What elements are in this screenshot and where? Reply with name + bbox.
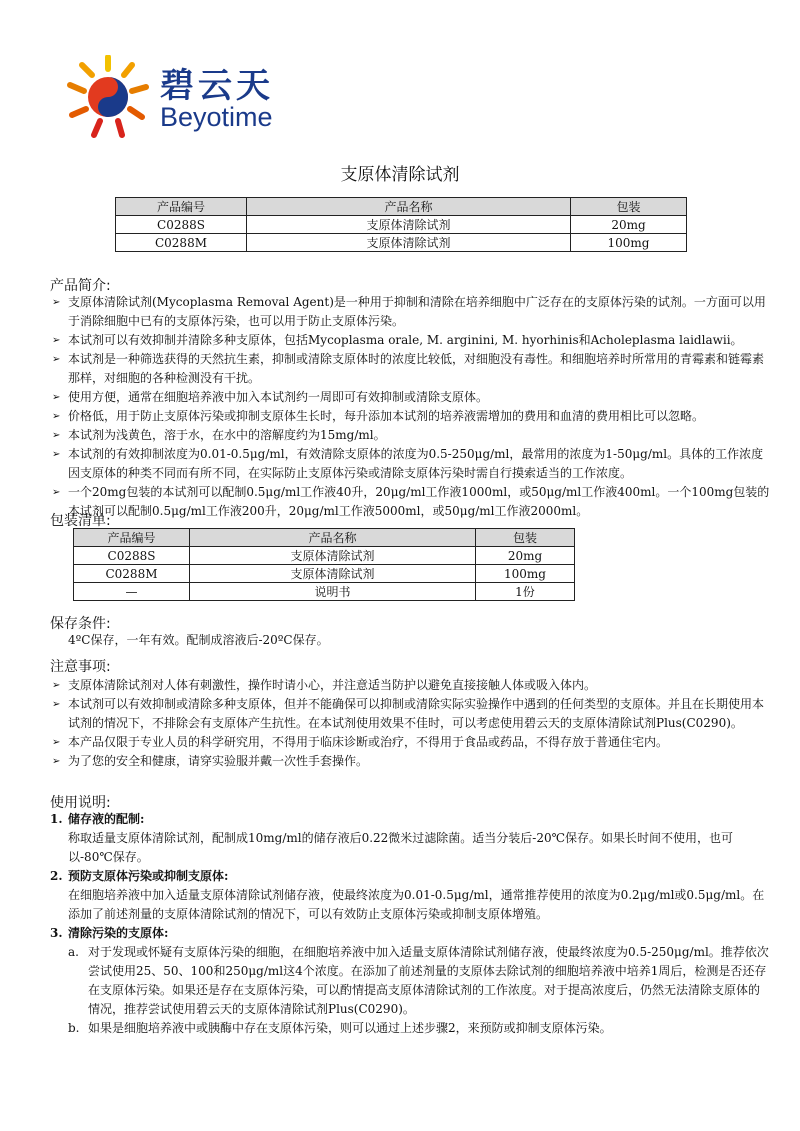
item-text: 价格低，用于防止支原体污染或抑制支原体生长时，每升添加本试剂的培养液需增加的费用和血清的费用相比可以忽略。	[68, 409, 705, 423]
item-text: 一个20mg包装的本试剂可以配制0.5μg/ml工作液40升，20μg/ml工作液1000ml，或50μg/ml工作液400ml。一个100mg包装的本试剂可以配制0.5μg/ml工作液200升，20μg/ml工作液5000ml，或50μg/ml工作液2000ml。	[68, 485, 770, 518]
item-text: 本试剂可以有效抑制并清除多种支原体，包括Mycoplasma orale, M. arginini, M. hyorhinis和Acholeplasma laidlawii。	[68, 333, 743, 347]
list-item	[50, 695, 770, 733]
step-title-text: 储存液的配制:	[68, 812, 145, 826]
sub-step-text: 如果是细胞培养液中或胰酶中存在支原体污染，则可以通过上述步骤2，来预防或抑制支原体污染。	[88, 1021, 612, 1035]
bullet-arrow-icon: ➢	[52, 699, 61, 710]
header-name: 产品名称	[190, 529, 476, 547]
logo-english: Beyotime	[160, 102, 273, 132]
step-title	[50, 924, 770, 943]
step-text: 称取适量支原体清除试剂，配制成10mg/ml的储存液后0.22微米过滤除菌。适当分装后-20℃保存。如果长时间不使用，也可以-80℃保存。	[68, 831, 734, 864]
step-title	[50, 867, 770, 886]
cell: 20mg	[571, 216, 687, 234]
list-item	[50, 388, 770, 407]
section-heading-notes: 注意事项:	[50, 659, 111, 675]
intro-list	[50, 293, 770, 521]
cell: —	[74, 583, 190, 601]
step-number: 1.	[50, 812, 63, 826]
table-row	[116, 234, 687, 252]
cell: 支原体清除试剂	[190, 547, 476, 565]
step-number: 3.	[50, 926, 63, 940]
sub-step	[50, 1019, 770, 1038]
bullet-arrow-icon: ➢	[52, 335, 61, 346]
list-item	[50, 407, 770, 426]
sub-step-label: a.	[68, 945, 79, 959]
bullet-arrow-icon: ➢	[52, 430, 61, 441]
cell: 说明书	[190, 583, 476, 601]
header-pack: 包装	[571, 198, 687, 216]
item-text: 本产品仅限于专业人员的科学研究用，不得用于临床诊断或治疗，不得用于食品或药品，不得存放于普通住宅内。	[68, 735, 669, 749]
step-text: 在细胞培养液中加入适量支原体清除试剂储存液，使最终浓度为0.01-0.5μg/ml，通常推荐使用的浓度为0.2μg/ml或0.5μg/ml。在添加了前述剂量的支原体清除试剂的情况下，可以有效防止支原体污染或抑制支原体增殖。	[68, 888, 765, 921]
cell: 1份	[476, 583, 575, 601]
cell: 100mg	[476, 565, 575, 583]
step-title-text: 清除污染的支原体:	[68, 926, 169, 940]
header-code: 产品编号	[116, 198, 247, 216]
header-name: 产品名称	[247, 198, 571, 216]
item-text: 使用方便，通常在细胞培养液中加入本试剂约一周即可有效抑制或清除支原体。	[68, 390, 489, 404]
bullet-arrow-icon: ➢	[52, 411, 61, 422]
list-item	[50, 676, 770, 695]
bullet-arrow-icon: ➢	[52, 756, 61, 767]
beyotime-logo-icon	[66, 55, 150, 139]
bullet-arrow-icon: ➢	[52, 354, 61, 365]
notes-list	[50, 676, 770, 771]
item-text: 为了您的安全和健康，请穿实验服并戴一次性手套操作。	[68, 754, 369, 768]
storage-text-line: 4ºC保存，一年有效。配制成溶液后-20ºC保存。	[68, 633, 329, 647]
cell: 支原体清除试剂	[247, 216, 571, 234]
section-heading-storage: 保存条件:	[50, 616, 111, 632]
storage-text	[50, 631, 770, 650]
list-item	[50, 426, 770, 445]
item-text: 支原体清除试剂(Mycoplasma Removal Agent)是一种用于抑制和清除在培养细胞中广泛存在的支原体污染的试剂。一方面可以用于消除细胞中已有的支原体污染，也可以用于防止支原体污染。	[68, 295, 766, 328]
list-item	[50, 752, 770, 771]
sub-step	[50, 943, 770, 1019]
bullet-arrow-icon: ➢	[52, 449, 61, 460]
header-code: 产品编号	[74, 529, 190, 547]
section-heading-usage: 使用说明:	[50, 795, 111, 811]
sub-step-label: b.	[68, 1021, 80, 1035]
logo-chinese: 碧云天	[160, 66, 274, 106]
product-table	[115, 197, 687, 252]
item-text: 本试剂的有效抑制浓度为0.01-0.5μg/ml，有效清除支原体的浓度为0.5-250μg/ml，最常用的浓度为1-50μg/ml。具体的工作浓度因支原体的种类不同而有所不同，在实际防止支原体污染或清除支原体污染时需自行摸索适当的工作浓度。	[68, 447, 764, 480]
item-text: 本试剂为浅黄色，溶于水，在水中的溶解度约为15mg/ml。	[68, 428, 386, 442]
list-item	[50, 350, 770, 388]
step-title	[50, 810, 770, 829]
list-item	[50, 331, 770, 350]
table-row	[116, 216, 687, 234]
table-row	[74, 565, 575, 583]
list-item	[50, 293, 770, 331]
cell: 100mg	[571, 234, 687, 252]
cell: C0288S	[116, 216, 247, 234]
page-title: 支原体清除试剂	[340, 165, 460, 185]
table-row	[74, 583, 575, 601]
packing-table	[73, 528, 575, 601]
usage-steps	[50, 810, 770, 1038]
cell: C0288M	[116, 234, 247, 252]
header-pack: 包装	[476, 529, 575, 547]
cell: C0288M	[74, 565, 190, 583]
cell: C0288S	[74, 547, 190, 565]
section-heading-intro: 产品简介:	[50, 278, 111, 294]
section-heading-packing: 包装清单:	[50, 513, 111, 529]
step-title-text: 预防支原体污染或抑制支原体:	[68, 869, 229, 883]
bullet-arrow-icon: ➢	[52, 737, 61, 748]
bullet-arrow-icon: ➢	[52, 392, 61, 403]
sub-step-text: 对于发现或怀疑有支原体污染的细胞，在细胞培养液中加入适量支原体清除试剂储存液，使最终浓度为0.5-250μg/ml。推荐依次尝试使用25、50、100和250μg/ml这4个浓度。在添加了前述剂量的支原体去除试剂的细胞培养液中培养1周后，检测是否还存在支原体污染。如果还是存在支原体污染，可以酌情提高支原体清除试剂的工作浓度。对于提高浓度后，仍然无法清除支原体的情况，推荐尝试使用碧云天的支原体清除试剂Plus(C0290)。	[88, 945, 769, 1016]
item-text: 本试剂是一种筛选获得的天然抗生素，抑制或清除支原体时的浓度比较低，对细胞没有毒性。和细胞培养时所常用的青霉素和链霉素那样，对细胞的各种检测没有干扰。	[68, 352, 765, 385]
bullet-arrow-icon: ➢	[52, 680, 61, 691]
list-item	[50, 483, 770, 521]
item-text: 支原体清除试剂对人体有刺激性，操作时请小心，并注意适当防护以避免直接接触人体或吸入体内。	[68, 678, 597, 692]
item-text: 本试剂可以有效抑制或清除多种支原体，但并不能确保可以抑制或清除实际实验操作中遇到的任何类型的支原体。并且在长期使用本试剂的情况下，不排除会有支原体产生抗性。在本试剂使用效果不佳时，可以考虑使用碧云天的支原体清除试剂Plus(C0290)。	[68, 697, 765, 730]
list-item	[50, 445, 770, 483]
cell: 20mg	[476, 547, 575, 565]
step-number: 2.	[50, 869, 63, 883]
bullet-arrow-icon: ➢	[52, 487, 61, 498]
bullet-arrow-icon: ➢	[52, 297, 61, 308]
table-row	[74, 547, 575, 565]
cell: 支原体清除试剂	[247, 234, 571, 252]
list-item	[50, 733, 770, 752]
cell: 支原体清除试剂	[190, 565, 476, 583]
